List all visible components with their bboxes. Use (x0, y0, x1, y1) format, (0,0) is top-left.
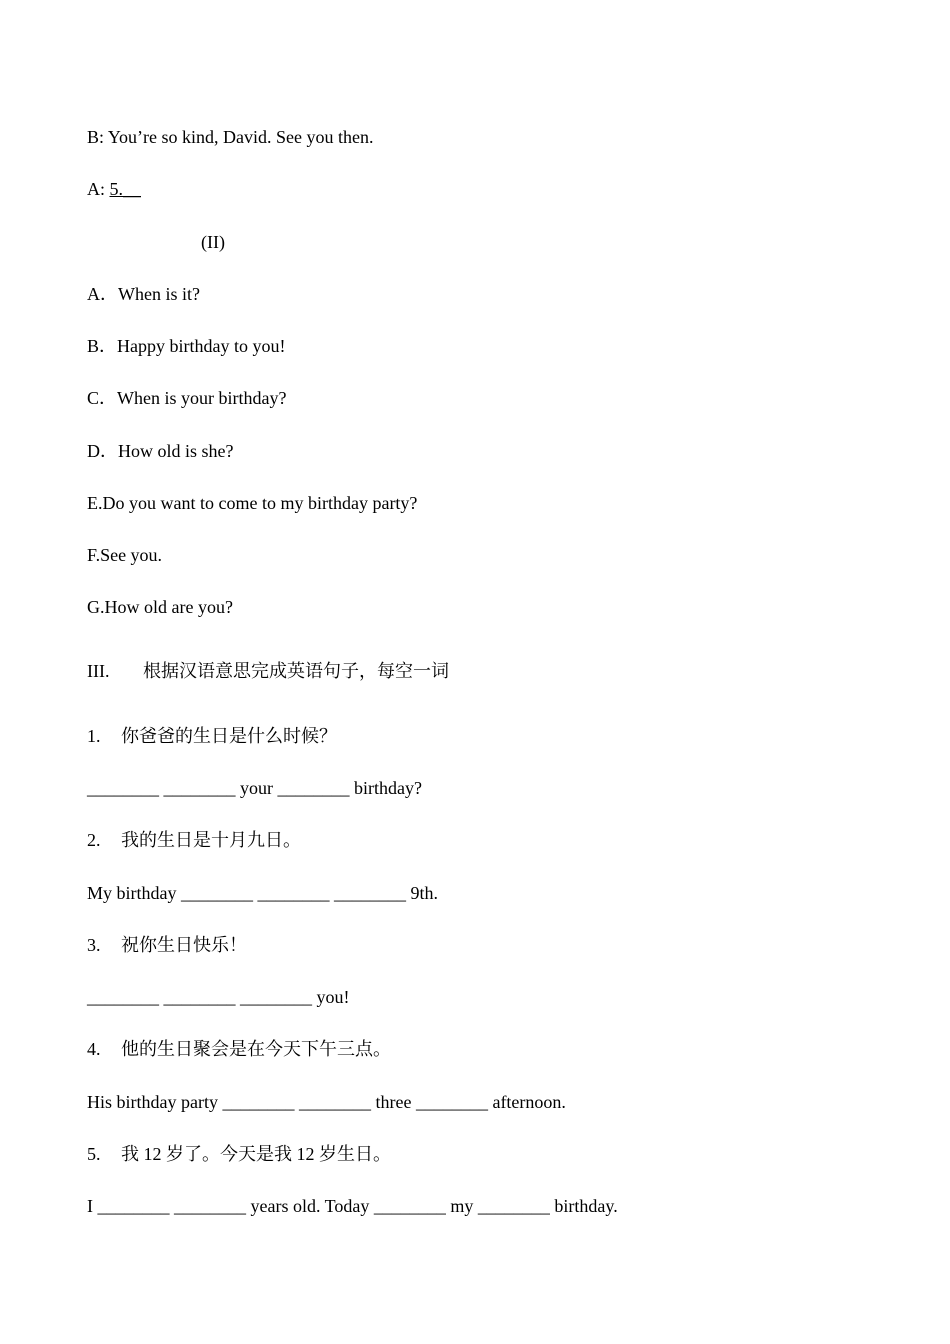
option-g: G.How old are you? (87, 597, 233, 617)
item-4-chinese-text: 他的生日聚会是在今天下午三点。 (121, 1039, 391, 1059)
dialogue-b-line: B: You’re so kind, David. See you then. (87, 127, 374, 147)
item-2-chinese-text: 我的生日是十月九日。 (121, 830, 301, 850)
dialogue-a-line (87, 178, 141, 200)
item-1-english: ________ ________ your ________ birthday? (87, 778, 422, 798)
section-iii-heading (87, 660, 449, 682)
option-e: E.Do you want to come to my birthday party? (87, 493, 418, 513)
item-3-english: ________ ________ ________ you! (87, 987, 350, 1007)
item-2-english: My birthday ________ ________ ________ 9th. (87, 883, 438, 903)
answer-blank-5: 5.＿ (109, 179, 141, 199)
option-c: C．When is your birthday? (87, 388, 287, 408)
item-2-number: 2. (87, 830, 101, 850)
item-5-chinese (87, 1143, 391, 1165)
section-iii-instruction: 根据汉语意思完成英语句子，每空一词 (143, 661, 449, 681)
item-5-chinese-text: 我 12 岁了。今天是我 12 岁生日。 (121, 1144, 391, 1164)
item-4-number: 4. (87, 1039, 101, 1059)
item-4-chinese (87, 1038, 391, 1060)
item-1-chinese-text: 你爸爸的生日是什么时候？ (121, 726, 337, 746)
option-f: F.See you. (87, 545, 163, 565)
item-1-number: 1. (87, 726, 101, 746)
item-5-number: 5. (87, 1144, 101, 1164)
item-4-english: His birthday party ________ ________ three ________ afternoon. (87, 1092, 566, 1112)
option-a: A．When is it? (87, 284, 200, 304)
item-5-english: I ________ ________ years old. Today ________ my ________ birthday. (87, 1196, 618, 1216)
item-3-chinese (87, 934, 247, 956)
item-3-number: 3. (87, 935, 101, 955)
item-1-chinese (87, 725, 337, 747)
item-3-chinese-text: 祝你生日快乐！ (121, 935, 247, 955)
option-d: D．How old is she? (87, 441, 234, 461)
dialogue-a-prefix: A: (87, 179, 110, 199)
section-iii-numeral: III. (87, 661, 110, 681)
item-2-chinese (87, 829, 301, 851)
section-ii-heading: (II) (201, 232, 225, 252)
option-b: B．Happy birthday to you! (87, 336, 286, 356)
